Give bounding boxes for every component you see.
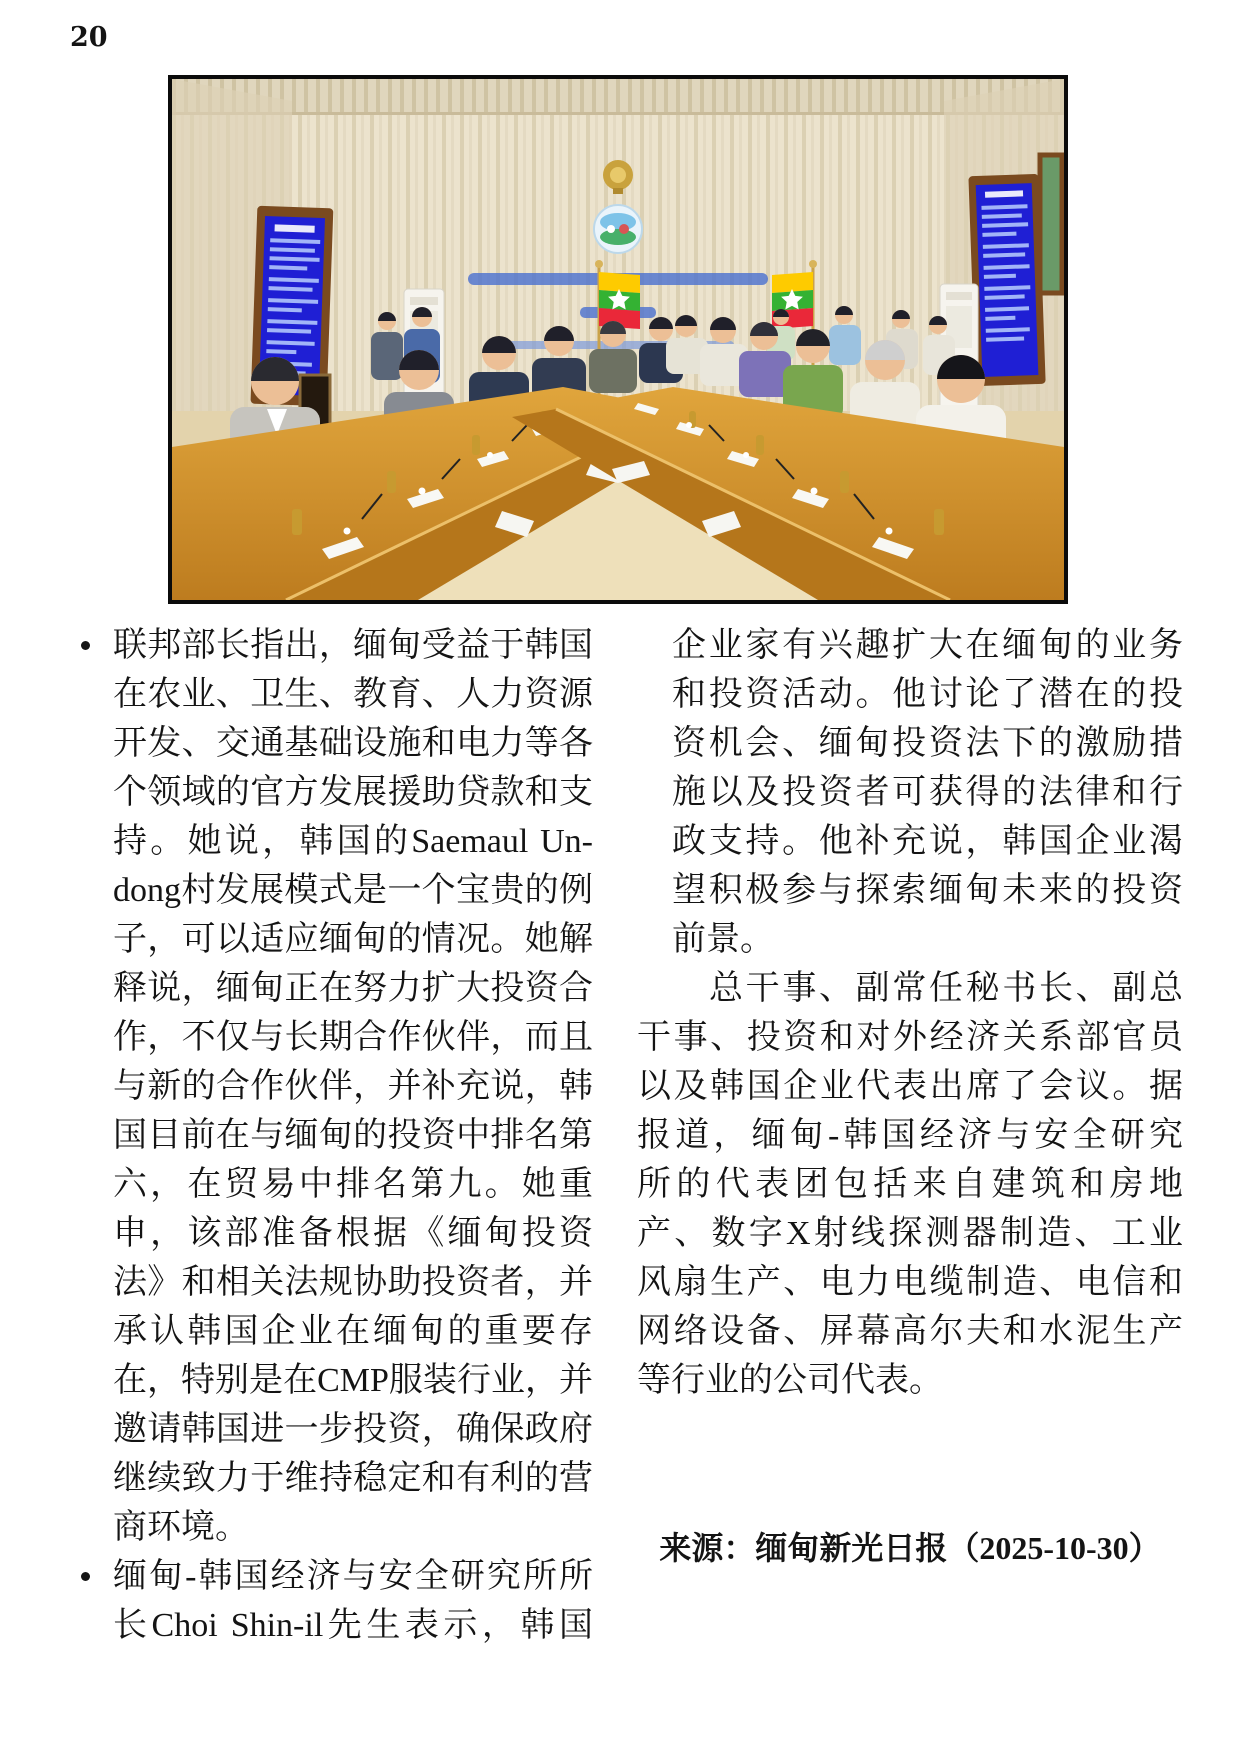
text-line: 商环境。 bbox=[113, 1509, 249, 1546]
text-line: 风扇生产、电力电缆制造、电信和 bbox=[637, 1264, 1183, 1301]
text-line: dong村发展模式是一个宝贵的例 bbox=[113, 872, 593, 909]
meeting-photo bbox=[168, 75, 1068, 604]
right-wall-picture bbox=[1040, 155, 1062, 293]
text-line: 总干事、副常任秘书长、副总 bbox=[709, 970, 1183, 1007]
text-line: 报道，缅甸-韩国经济与安全研究 bbox=[637, 1117, 1183, 1154]
text-line: 承认韩国企业在缅甸的重要存 bbox=[113, 1313, 593, 1350]
right-blue-board bbox=[968, 174, 1045, 386]
text-line: 和投资活动。他讨论了潜在的投 bbox=[672, 676, 1183, 713]
text-line: 作，不仅与长期合作伙伴，而且 bbox=[113, 1019, 593, 1056]
source-line: 来源：缅甸新光日报（2025-10-30） bbox=[659, 1530, 1161, 1566]
text-line: 与新的合作伙伴，并补充说，韩 bbox=[113, 1068, 593, 1105]
right-column bbox=[637, 621, 1183, 1405]
text-line: 政支持。他补充说，韩国企业渴 bbox=[672, 823, 1183, 860]
text-line: 申，该部准备根据《缅甸投资 bbox=[113, 1215, 593, 1252]
text-line: 子，可以适应缅甸的情况。她解 bbox=[113, 921, 593, 958]
text-line: 以及韩国企业代表出席了会议。据 bbox=[637, 1068, 1183, 1105]
text-line: 六，在贸易中排名第九。她重 bbox=[113, 1166, 593, 1203]
bullet-icon bbox=[81, 1572, 90, 1581]
text-line: 持。她说，韩国的Saemaul Un- bbox=[113, 823, 593, 860]
text-line: 国目前在与缅甸的投资中排名第 bbox=[113, 1117, 593, 1154]
text-line: 继续致力于维持稳定和有利的营 bbox=[113, 1460, 593, 1497]
text-line: 所的代表团包括来自建筑和房地 bbox=[637, 1166, 1183, 1203]
text-line: 缅甸-韩国经济与安全研究所所 bbox=[72, 1552, 593, 1601]
text-line: 在农业、卫生、教育、人力资源 bbox=[113, 676, 593, 713]
text-line: 前景。 bbox=[672, 921, 774, 958]
text-line: 法》和相关法规协助投资者，并 bbox=[113, 1264, 593, 1301]
text-line: 在，特别是在CMP服装行业，并 bbox=[113, 1362, 593, 1399]
bullet-icon bbox=[81, 641, 90, 650]
text-line: 联邦部长指出，缅甸受益于韩国 bbox=[72, 621, 593, 670]
text-line: 产、数字X射线探测器制造、工业 bbox=[637, 1215, 1183, 1252]
text-line: 网络设备、屏幕高尔夫和水泥生产 bbox=[637, 1313, 1183, 1350]
ministry-logo bbox=[594, 205, 642, 253]
text-line: 等行业的公司代表。 bbox=[637, 1362, 943, 1399]
text-line: 企业家有兴趣扩大在缅甸的业务 bbox=[672, 627, 1183, 664]
text-line: 施以及投资者可获得的法律和行 bbox=[672, 774, 1183, 811]
text-line: 望积极参与探索缅甸未来的投资 bbox=[672, 872, 1183, 909]
page-number: 20 bbox=[70, 22, 108, 53]
text-line: 释说，缅甸正在努力扩大投资合 bbox=[113, 970, 593, 1007]
meeting-photo-graphic bbox=[172, 79, 1064, 600]
text-line: 干事、投资和对外经济关系部官员 bbox=[637, 1019, 1183, 1056]
text-line: 个领域的官方发展援助贷款和支 bbox=[113, 774, 593, 811]
text-line: 开发、交通基础设施和电力等各 bbox=[113, 725, 593, 762]
text-line: 长Choi Shin-il先生表示，韩国 bbox=[113, 1607, 593, 1644]
text-line: 邀请韩国进一步投资，确保政府 bbox=[113, 1411, 593, 1448]
text-line: 资机会、缅甸投资法下的激励措 bbox=[672, 725, 1183, 762]
left-column bbox=[72, 621, 593, 1650]
